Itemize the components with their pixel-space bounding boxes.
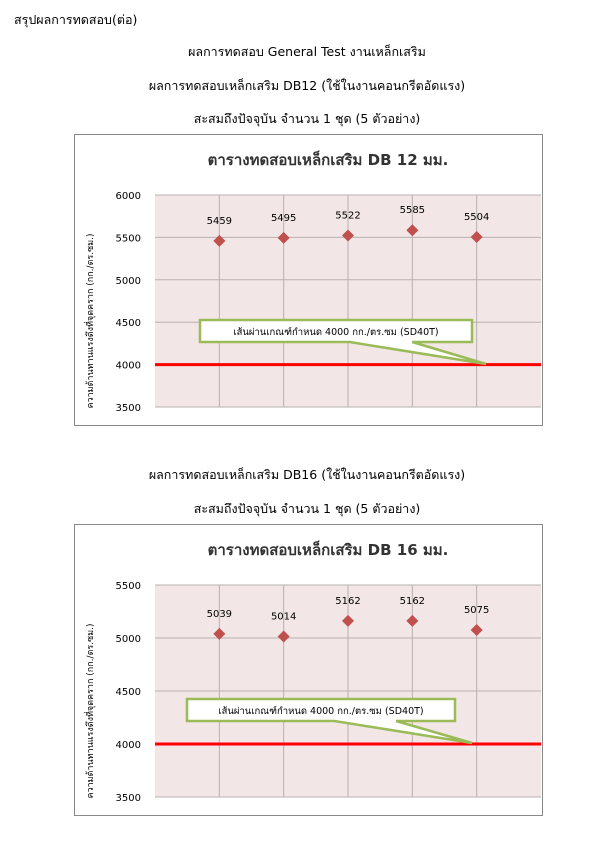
- section-title: ผลการทดสอบ General Test งานเหล็กเสริม: [188, 44, 426, 59]
- chart1-count-text: สะสมถึงปัจจุบัน จำนวน 1 ชุด (5 ตัวอย่าง): [193, 111, 421, 126]
- data-label: 5585: [399, 205, 426, 217]
- y-tick-label: 5000: [115, 275, 141, 287]
- data-label: 5504: [463, 212, 490, 224]
- y-tick-label: 4500: [115, 687, 141, 698]
- y-tick-label: 3500: [115, 403, 141, 414]
- y-tick-label: 5000: [115, 634, 141, 645]
- chart-title: ตารางทดสอบเหล็กเสริม DB 12 มม.: [207, 151, 449, 169]
- data-label: 5162: [399, 595, 426, 607]
- data-label: 5459: [206, 215, 233, 227]
- y-axis-label: ความต้านทานแรงดึงที่จุดคราก (กก./ตร.ซม.): [86, 233, 96, 409]
- y-tick-label: 6000: [115, 191, 141, 202]
- data-label: 5162: [335, 595, 361, 607]
- data-label: 5014: [270, 611, 297, 623]
- threshold-callout-label: เส้นผ่านเกณฑ์กำหนด 4000 กก./ตร.ซม (SD40T): [233, 327, 439, 338]
- y-tick-label: 4000: [115, 740, 141, 751]
- data-label: 5495: [270, 212, 297, 224]
- y-axis-label: ความต้านทานแรงดึงที่จุดคราก (กก./ตร.ซม.): [86, 623, 96, 799]
- data-label: 5522: [335, 210, 361, 222]
- y-tick-label: 4000: [115, 360, 141, 372]
- chart1-subtitle: ผลการทดสอบเหล็กเสริม DB12 (ใช้ในงานคอนกรีตอัดแรง): [148, 78, 466, 93]
- y-tick-label: 5500: [115, 233, 141, 245]
- y-tick-label: 3500: [115, 793, 141, 804]
- chart1-svg: [75, 135, 542, 425]
- data-label: 5075: [463, 605, 490, 617]
- data-label: 5039: [206, 608, 233, 620]
- chart2-svg: [75, 525, 542, 815]
- chart-title: ตารางทดสอบเหล็กเสริม DB 16 มม.: [207, 541, 449, 559]
- chart2-container: [74, 524, 543, 816]
- threshold-callout-label: เส้นผ่านเกณฑ์กำหนด 4000 กก./ตร.ซม (SD40T): [218, 706, 424, 717]
- chart2-count-text: สะสมถึงปัจจุบัน จำนวน 1 ชุด (5 ตัวอย่าง): [193, 501, 421, 516]
- y-tick-label: 4500: [115, 318, 141, 330]
- y-tick-label: 5500: [115, 581, 141, 592]
- chart2-subtitle: ผลการทดสอบเหล็กเสริม DB16 (ใช้ในงานคอนกรีตอัดแรง): [148, 467, 466, 482]
- chart1-container: [74, 134, 543, 426]
- page-header: สรุปผลการทดสอบ(ต่อ): [14, 12, 138, 27]
